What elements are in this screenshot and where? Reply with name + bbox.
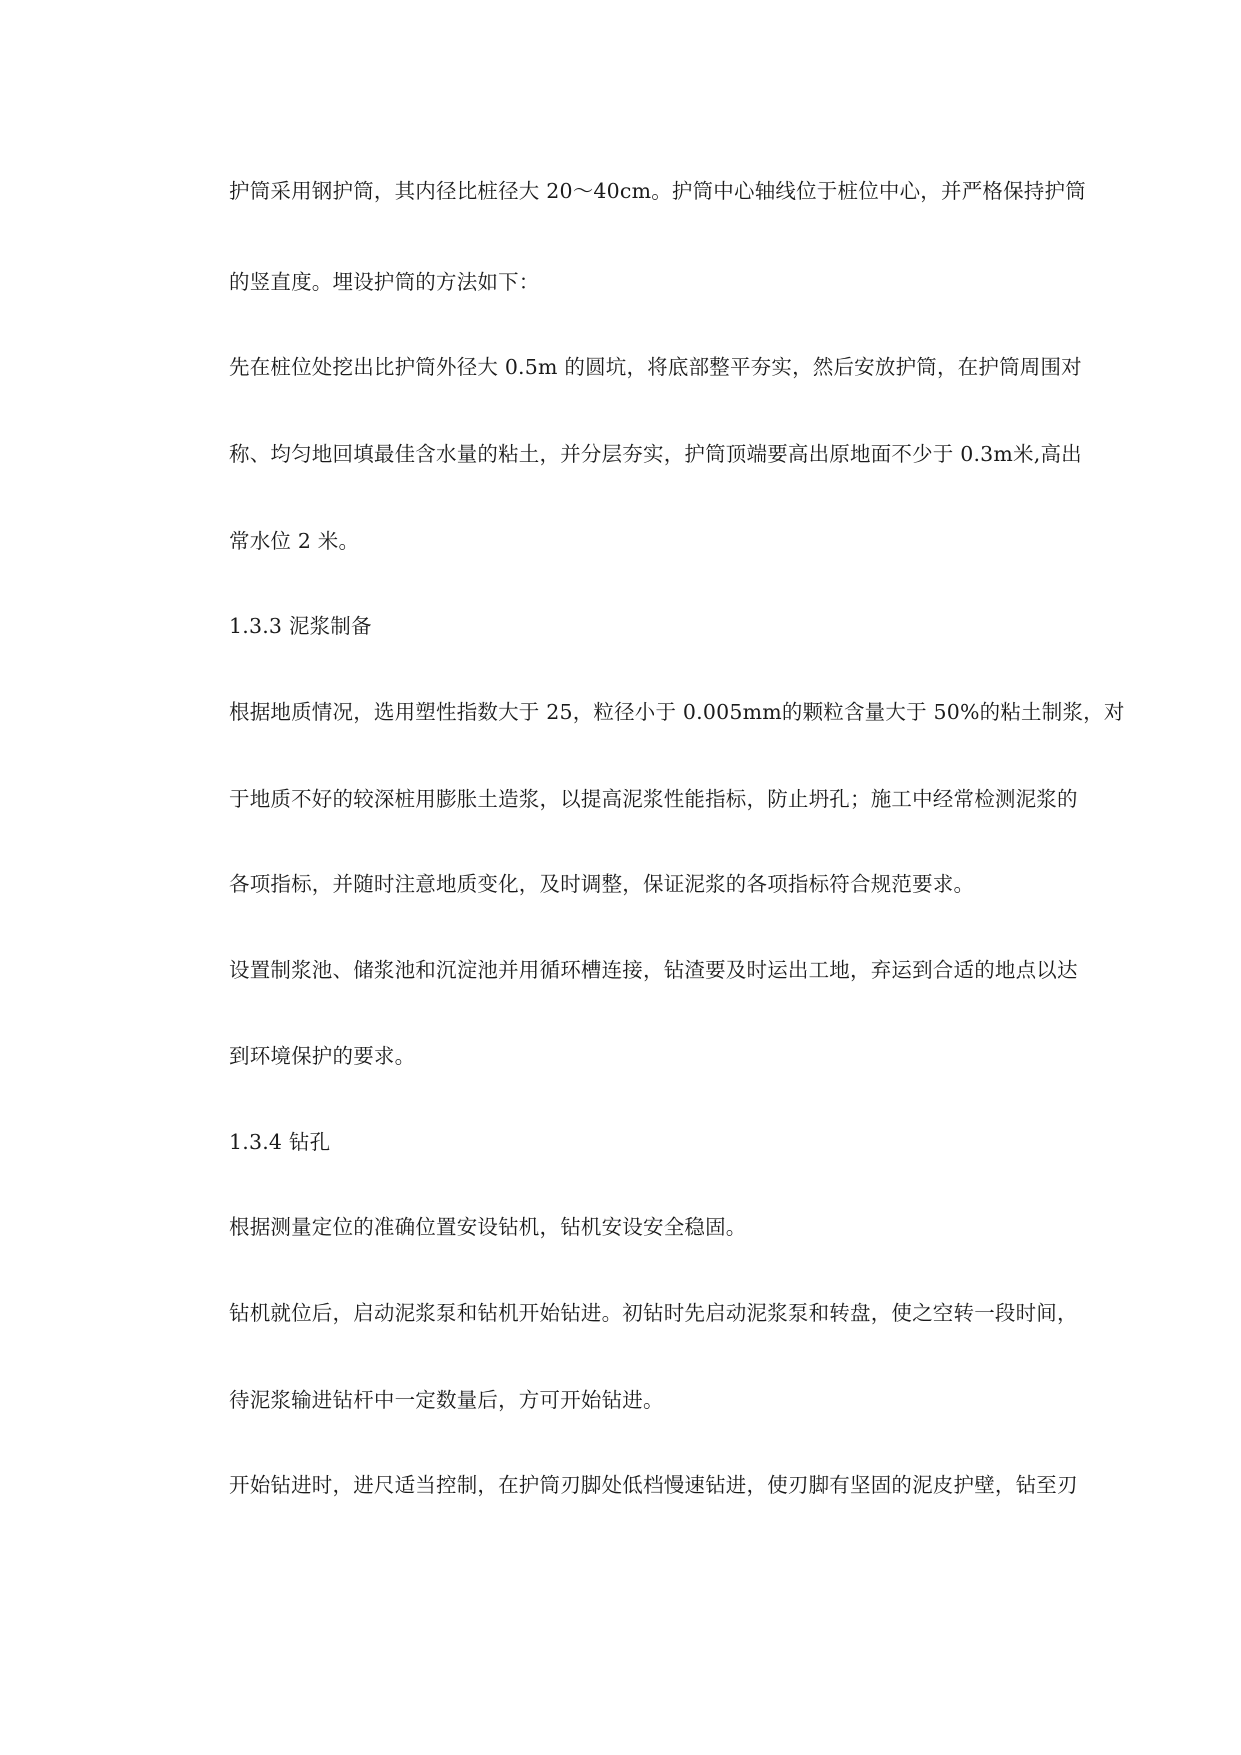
paragraph-line: 根据测量定位的准确位置安设钻机，钻机安设安全稳固。 bbox=[229, 1215, 747, 1239]
paragraph-line: 护筒采用钢护筒，其内径比桩径大 20～40cm。护筒中心轴线位于桩位中心，并严格保持护筒 bbox=[229, 179, 1086, 203]
paragraph-line: 称、均匀地回填最佳含水量的粘土，并分层夯实，护筒顶端要高出原地面不少于 0.3m米,高出 bbox=[229, 442, 1082, 466]
paragraph-line: 先在桩位处挖出比护筒外径大 0.5m 的圆坑，将底部整平夯实，然后安放护筒，在护筒周围对 bbox=[229, 355, 1082, 379]
paragraph-line: 设置制浆池、储浆池和沉淀池并用循环槽连接，钻渣要及时运出工地，弃运到合适的地点以达 bbox=[229, 958, 1078, 982]
paragraph-line: 于地质不好的较深桩用膨胀土造浆，以提高泥浆性能指标，防止坍孔；施工中经常检测泥浆的 bbox=[229, 787, 1078, 811]
paragraph-line: 钻机就位后，启动泥浆泵和钻机开始钻进。初钻时先启动泥浆泵和转盘，使之空转一段时间， bbox=[229, 1301, 1078, 1325]
paragraph-line: 根据地质情况，选用塑性指数大于 25，粒径小于 0.005mm的颗粒含量大于 50%的粘土制浆，对 bbox=[229, 700, 1125, 724]
paragraph-line: 待泥浆输进钻杆中一定数量后，方可开始钻进。 bbox=[229, 1388, 664, 1412]
paragraph-line: 到环境保护的要求。 bbox=[229, 1044, 416, 1068]
section-heading: 1.3.3 泥浆制备 bbox=[229, 614, 372, 638]
paragraph-line: 开始钻进时，进尺适当控制，在护筒刃脚处低档慢速钻进，使刃脚有坚固的泥皮护壁，钻至刃 bbox=[229, 1473, 1078, 1497]
paragraph-line: 各项指标，并随时注意地质变化，及时调整，保证泥浆的各项指标符合规范要求。 bbox=[229, 872, 975, 896]
section-heading: 1.3.4 钻孔 bbox=[229, 1130, 331, 1154]
paragraph-line: 的竖直度。埋设护筒的方法如下： bbox=[229, 270, 540, 294]
paragraph-line: 常水位 2 米。 bbox=[229, 529, 360, 553]
